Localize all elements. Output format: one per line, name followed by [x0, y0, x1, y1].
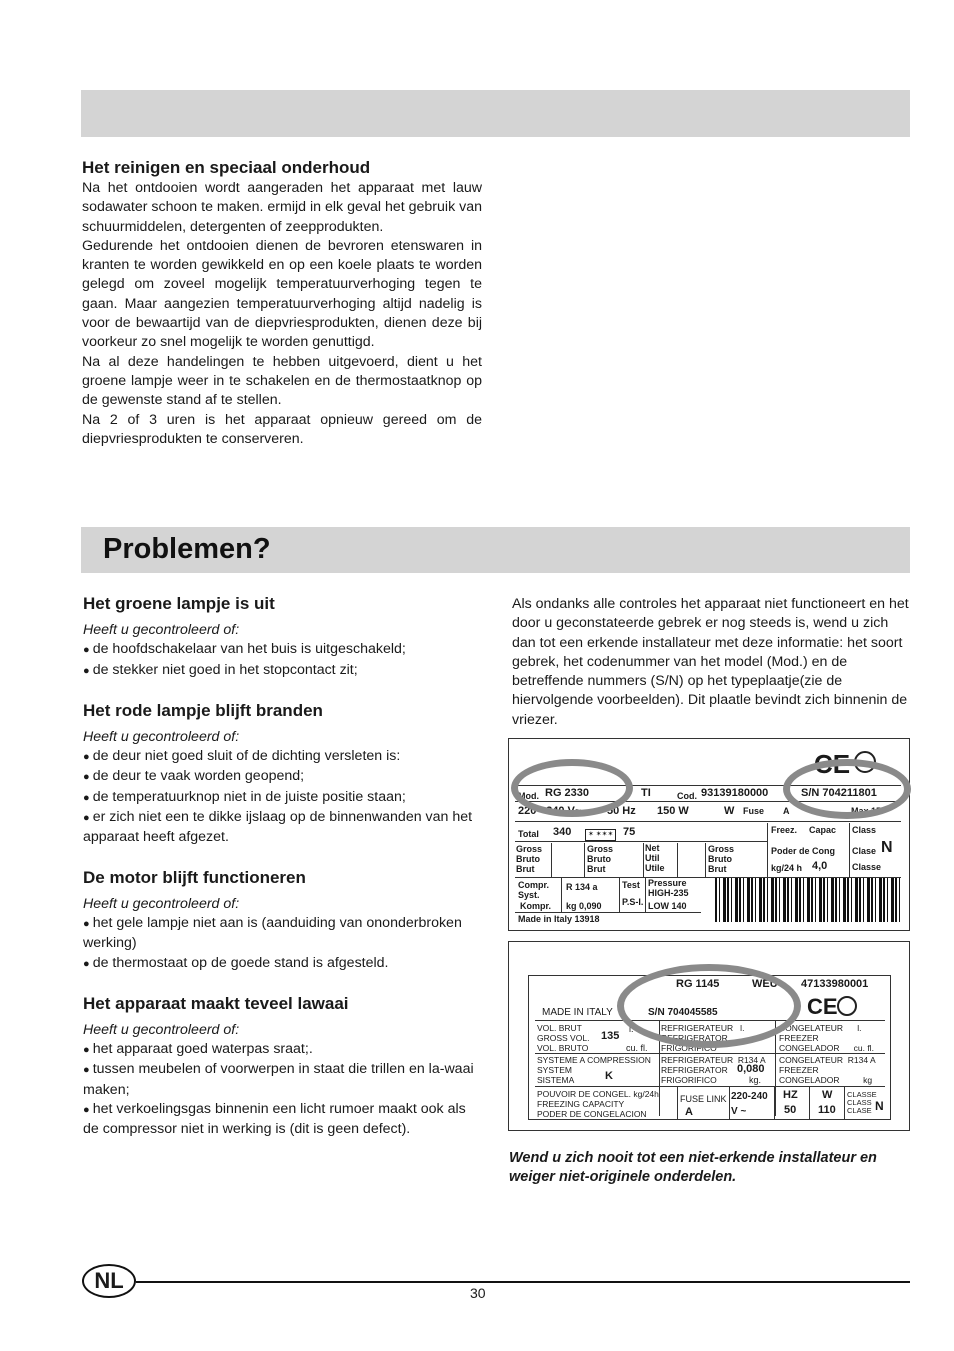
divider — [677, 1086, 678, 1120]
red-lamp-title: Het rode lampje blijft branden — [83, 700, 323, 720]
voltage: 220 - 240 V~ — [518, 805, 582, 817]
divider — [705, 843, 706, 877]
freez-label: Freez. — [771, 825, 798, 835]
highlight-oval — [783, 759, 911, 819]
mod-label: Mod. — [518, 791, 539, 801]
voltage-value: 220-240 — [731, 1091, 768, 1102]
footer-line — [136, 1281, 910, 1283]
net-label: Net Util Utile — [645, 843, 665, 873]
kg-unit: kg. — [749, 1075, 762, 1085]
gross-label: Gross Bruto Brut — [587, 844, 614, 874]
rating-plate-2 — [508, 941, 910, 1131]
divider — [535, 1086, 885, 1087]
divider — [645, 878, 646, 912]
refrigerant-value: 0,080 — [737, 1063, 765, 1075]
gross-label: Gross Bruto Brut — [708, 844, 735, 874]
ampere-label: A — [783, 806, 790, 816]
check-label: Heeft u gecontroleerd of: — [83, 1021, 240, 1038]
frequency: 50 Hz — [607, 805, 636, 817]
pressure-low: LOW 140 — [648, 901, 687, 911]
list-item: ● de temperatuurknop niet in de juiste positie staan; — [83, 788, 485, 808]
liter-unit: l. — [629, 1024, 634, 1034]
kg24-label: kg/24 h — [771, 863, 803, 873]
w-value: 110 — [818, 1104, 836, 1116]
voltage-unit: V ~ — [731, 1106, 747, 1117]
poder-label: Poder de Cong — [771, 846, 836, 856]
certification-icon — [837, 996, 857, 1016]
cod-value: 93139180000 — [701, 787, 769, 799]
divider — [767, 823, 768, 877]
check-label: Heeft u gecontroleerd of: — [83, 728, 240, 745]
divider — [729, 1086, 730, 1120]
psi-label: P.S-I. — [622, 897, 644, 907]
troubleshooting-list — [83, 593, 485, 1140]
power-150: 150 W — [657, 805, 689, 817]
serial-number: S/N 704211801 — [801, 787, 877, 799]
intro-paragraph-container — [512, 595, 912, 730]
fuse-label: Fuse — [743, 806, 765, 816]
mod-value: RG 2330 — [545, 787, 590, 799]
max-label: Max 15 — [851, 806, 882, 816]
system-label: SYSTEME A COMPRESSION SYSTEM SISTEMA — [537, 1055, 651, 1085]
cleaning-paragraph: Na 2 of 3 uren is het apparaat opnieuw gereed om de diepvriesprodukten te conserveren. — [82, 411, 482, 447]
divider — [844, 1086, 845, 1120]
capac-label: Capac — [809, 825, 837, 835]
total-label: Total — [518, 829, 539, 839]
ce-mark-icon: CE — [807, 994, 838, 1019]
divider — [619, 878, 620, 912]
clase-value: N — [881, 839, 893, 856]
problems-banner — [81, 527, 910, 573]
classe-label: Classe — [852, 862, 882, 872]
intro-paragraph: Als ondanks alle controles het apparaat niet functioneert en het door u geconstateerde gebrek er nog steeds is, wend u zich dan tot een erkende installateur met deze informatie: het soort gebrek, het codenummer van het model (Mod.) en de betreffende nummers (S/N) op het typeplaatje(zie de hiervolgende voorbeelden). Dit plaatle bevindt zich binnenin de vriezer. — [512, 596, 909, 728]
list-item: ● de deur niet goed sluit of de dichting versleten is: — [83, 747, 485, 767]
divider — [849, 823, 850, 877]
cleaning-section — [82, 157, 482, 449]
refrigerant-label: REFRIGERATEUR R134 A REFRIGERATOR FRIGORIFICO — [661, 1055, 766, 1085]
total-value: 340 — [553, 826, 572, 838]
freezing-capacity-label: POUVOIR DE CONGEL. kg/24h FREEZING CAPACITY PODER DE CONGELACION — [537, 1089, 659, 1119]
list-item: ● het verkoelingsgas binnenin een licht rumoer maakt ook als de compressor niet in werking is (dit is geen defect). — [83, 1100, 485, 1140]
fuse-value: A — [685, 1106, 693, 1118]
list-item: ● de deur te vaak worden geopend; — [83, 767, 485, 787]
list-item: ● tussen meubelen of voorwerpen in staat die trillen en la-waai maken; — [83, 1060, 485, 1100]
freezer-refrigerant-label: CONGELATEUR R134 A FREEZER CONGELADOR kg — [779, 1055, 876, 1085]
made-in: MADE IN ITALY — [542, 1007, 613, 1018]
clase-label: Clase — [852, 846, 877, 856]
divider — [643, 843, 644, 877]
divider — [515, 841, 767, 842]
w-label: W — [822, 1089, 833, 1101]
divider — [535, 1053, 885, 1054]
divider — [551, 843, 552, 877]
divider — [584, 843, 585, 877]
classe-value: N — [875, 1099, 884, 1113]
cod-label: Cod. — [677, 791, 697, 801]
class-label: Class — [852, 825, 877, 835]
warning-text: Wend u zich nooit tot een niet-erkende installateur en weiger niet-originele onderdelen. — [509, 1150, 877, 1186]
list-item: ● het gele lampje niet aan is (aanduiding van ononderbroken werking) — [83, 914, 485, 954]
list-item: ● het apparaat goed waterpas sraat;. — [83, 1040, 485, 1060]
language-badge: NL — [82, 1264, 136, 1298]
cleaning-title: Het reinigen en speciaal onderhoud — [82, 158, 371, 177]
header-bar — [81, 90, 910, 137]
classe-label: CLASSE CLASS CLASE — [847, 1090, 877, 1115]
serial-number: S/N 704045585 — [648, 1007, 718, 1018]
divider — [774, 1086, 775, 1120]
weu-value: WEU — [752, 978, 778, 990]
compr-label: Compr. Syst. — [518, 880, 550, 900]
ce-mark-icon: CE — [814, 749, 851, 779]
kompr-label: Kompr. — [520, 901, 552, 911]
gross-label: Gross Bruto Brut — [516, 844, 543, 874]
power-w: W — [724, 805, 735, 817]
cleaning-paragraph: Na het ontdooien wordt aangeraden het apparaat met lauw sodawater schoon te maken. ermijd in elk geval het gebruik van schuurmiddelen, detergenten of zeepprodukten. — [82, 180, 482, 235]
divider — [515, 821, 901, 822]
check-label: Heeft u gecontroleerd of: — [83, 622, 240, 638]
hz-label: HZ — [783, 1089, 798, 1101]
refrigerant: R 134 a — [566, 882, 598, 892]
pressure-high: Pressure HIGH-235 — [648, 878, 689, 898]
value-75: 75 — [623, 826, 636, 838]
code-value: 47133980001 — [801, 978, 869, 990]
vol-value: 135 — [601, 1030, 620, 1042]
ti-value: TI — [641, 787, 651, 799]
test-label: Test — [622, 880, 640, 890]
freezer-label: CONGELATEUR l. FREEZER CONGELADOR cu. fl. — [779, 1023, 874, 1053]
problems-title: Problemen? — [103, 533, 271, 565]
cufl-unit: cu. fl. — [626, 1043, 648, 1053]
cleaning-paragraph: Gedurende het ontdooien dienen de bevroren etenswaren in kranten te worden gewikkeld en op een koele plaats te worden gelegd om zoveel mogelijk temperatuurverhoging tegen te gaan. Maar aangezien temperatuurverhoging altijd nadelig is voor de bewaartijd van de diepvriesprodukten, dienen deze bij voorkeur zo snel mogelijk te worden genuttigd. — [82, 237, 482, 351]
cleaning-paragraph: Na al deze handelingen te hebben uitgevoerd, dient u het groene lampje weer in te schakelen en de thermostaatknop op de gewenste stand af te stellen. — [82, 353, 482, 409]
model-value: RG 1145 — [676, 978, 720, 990]
barcode-icon — [715, 878, 900, 922]
fuse-label: FUSE LINK — [680, 1094, 727, 1104]
list-item: ● de stekker niet goed in het stopcontact zit; — [83, 661, 485, 681]
star-rating: ✶ ✶✶✶ — [585, 829, 616, 841]
list-item: ● de thermostaat op de goede stand is afgesteld. — [83, 954, 485, 974]
vol-label: VOL. BRUT GROSS VOL. VOL. BRUTO — [537, 1023, 590, 1053]
refrigerator-label: REFRIGERATEUR l. REFRIGERATOR FRIGORIFICO — [661, 1023, 745, 1053]
list-item: ● er zich niet een te dikke ijslaag op de binnenwanden van het apparaat heeft afgezet. — [83, 808, 485, 848]
system-value: K — [605, 1070, 613, 1082]
highlight-oval — [511, 759, 633, 817]
noise-title: Het apparaat maakt teveel lawaai — [83, 993, 349, 1013]
highlight-oval — [617, 964, 801, 1048]
list-item: ● de hoofdschakelaar van het buis is uitgeschakeld; — [83, 640, 485, 660]
hz-value: 50 — [784, 1104, 797, 1116]
made-in: Made in Italy 13918 — [518, 914, 600, 924]
motor-title: De motor blijft functioneren — [83, 867, 306, 887]
divider — [809, 1086, 810, 1120]
check-label: Heeft u gecontroleerd of: — [83, 895, 240, 912]
divider — [677, 843, 678, 877]
kg24-value: 4,0 — [812, 860, 828, 872]
divider — [561, 878, 562, 912]
divider — [515, 912, 701, 913]
refrigerant-kg: kg 0,090 — [566, 901, 602, 911]
green-lamp-title: Het groene lampje is uit — [83, 594, 275, 613]
page-number: 30 — [470, 1285, 486, 1301]
